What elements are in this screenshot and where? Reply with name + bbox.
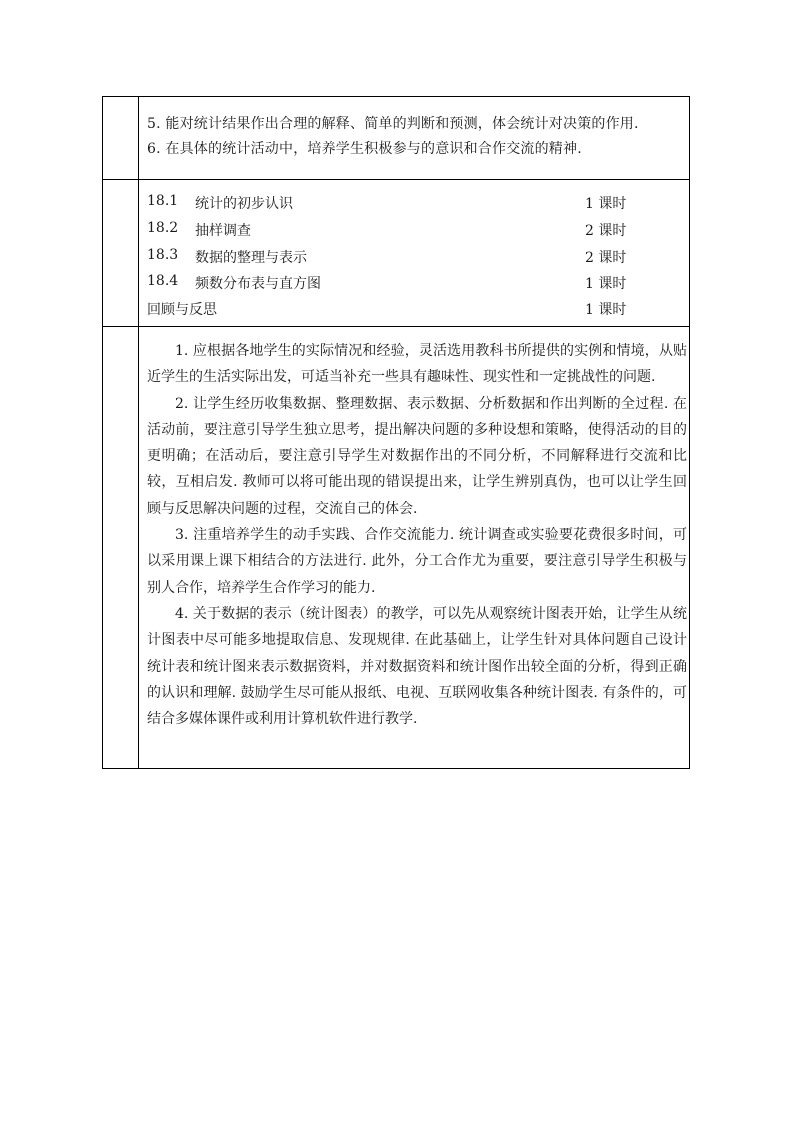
suggestion-paragraph: 2. 让学生经历收集数据、整理数据、表示数据、分析数据和作出判断的全过程. 在活动前，要注意引导学生独立思考，提出解决问题的多种设想和策略，使得活动的目的更明确；在活动后，要注意引导学生对数据作出的不同分析，不同解释进行交流和比较，互相启发. 教师可以将可能出现的错误提出来，让学生辨别真伪，也可以让学生回顾与反思解决问题的过程，交流自己的体会. — [147, 395, 687, 517]
section-title: 回顾与反思 — [147, 302, 217, 318]
schedule-row — [147, 193, 667, 213]
suggestion-paragraph: 1. 应根据各地学生的实际情况和经验，灵活选用教科书所提供的实例和情境，从贴近学生的生活实际出发，可适当补充一些具有趣味性、现实性和一定挑战性的问题. — [147, 343, 687, 386]
section-hours: 2 课时 — [585, 223, 627, 239]
suggestion-paragraph: 3. 注重培养学生的动手实践、合作交流能力. 统计调查或实验要花费很多时间，可以采用课上课下相结合的方法进行. 此外，分工合作尤为重要，要注意引导学生积极与别人合作，培养学生合作学习的能力. — [147, 527, 687, 596]
section-hours: 1 课时 — [585, 302, 627, 318]
section-title: 抽样调查 — [195, 223, 251, 239]
schedule-row — [147, 247, 667, 267]
section-number: 18.1 — [147, 193, 179, 209]
goal-item: 5. 能对统计结果作出合理的解释、简单的判断和预测，体会统计对决策的作用. — [147, 116, 639, 132]
section-title: 数据的整理与表示 — [195, 250, 307, 266]
schedule-row — [147, 273, 667, 293]
schedule-row — [147, 220, 667, 240]
schedule-cell — [139, 179, 689, 326]
section-hours: 1 课时 — [585, 196, 627, 212]
section-number: 18.4 — [147, 273, 179, 289]
goal-item: 6. 在具体的统计活动中，培养学生积极参与的意识和合作交流的精神. — [147, 141, 582, 157]
section-title: 频数分布表与直方图 — [195, 276, 321, 292]
section-hours: 2 课时 — [585, 250, 627, 266]
section-title: 统计的初步认识 — [195, 196, 293, 212]
goals-cell — [139, 97, 689, 179]
schedule-row — [147, 299, 667, 319]
suggestions-body — [147, 338, 687, 732]
suggestion-paragraph: 4. 关于数据的表示（统计图表）的教学，可以先从观察统计图表开始，让学生从统计图表中尽可能多地提取信息、发现规律. 在此基础上，让学生针对具体问题自己设计统计表和统计图来表示数据资料，并对数据资料和统计图作出较全面的分析，得到正确的认识和理解. 鼓励学生尽可能从报纸、电视、互联网收集各种统计图表. 有条件的，可结合多媒体课件或利用计算机软件进行教学. — [147, 605, 687, 728]
suggestions-cell — [139, 326, 689, 768]
curriculum-table — [102, 96, 690, 769]
section-number: 18.3 — [147, 247, 179, 263]
section-hours: 1 课时 — [585, 276, 627, 292]
section-number: 18.2 — [147, 220, 179, 236]
